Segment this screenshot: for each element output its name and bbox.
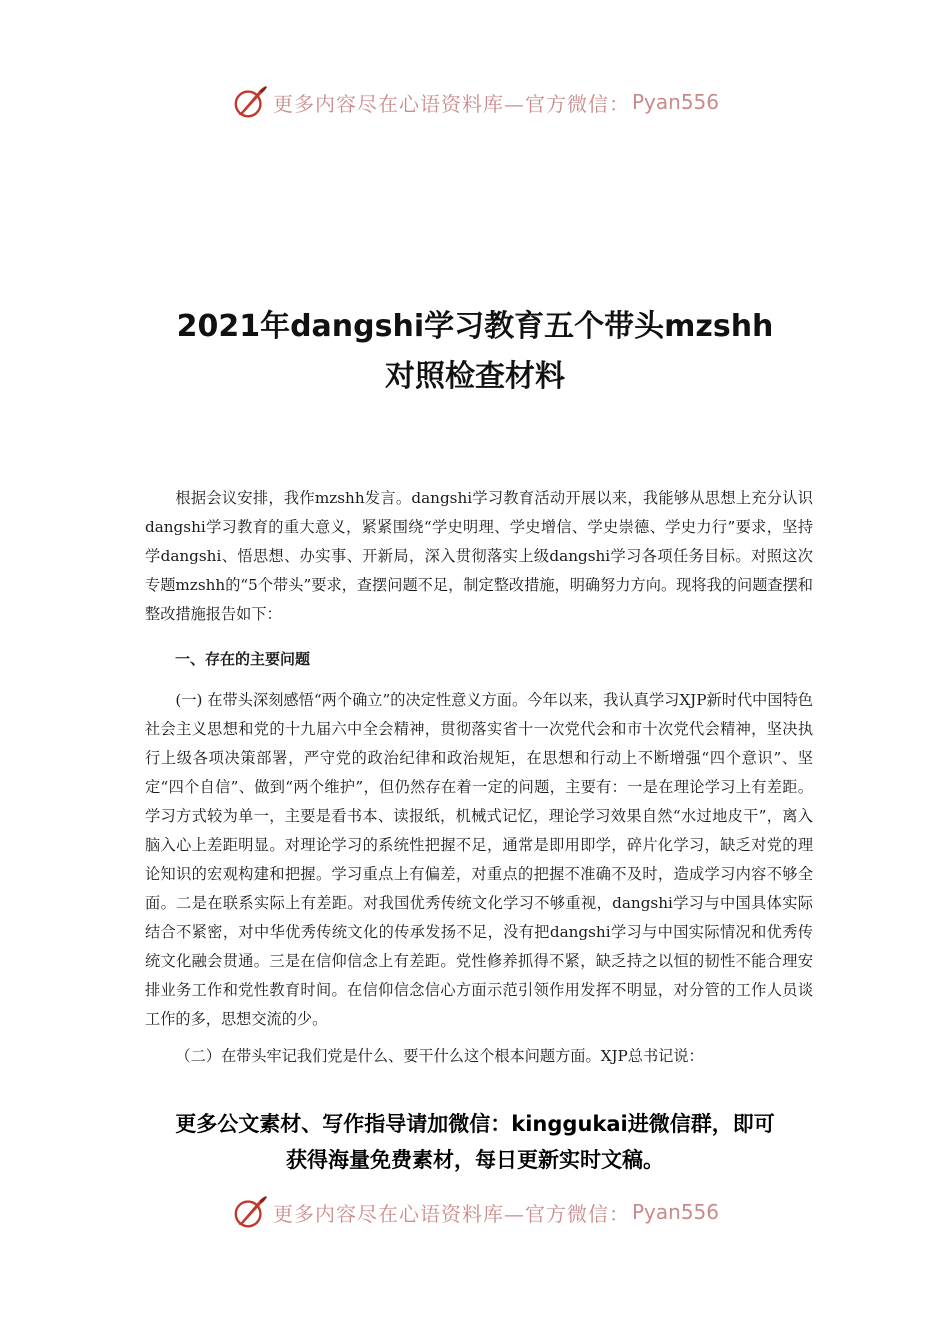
body-paragraph-2: （二）在带头牢记我们党是什么、要干什么这个根本问题方面。XJP总书记说：	[175, 1047, 704, 1065]
title-line-1: 2021年dangshi学习教育五个带头mzshh	[176, 309, 774, 344]
quill-logo-icon	[231, 1193, 269, 1231]
document-title	[100, 302, 850, 402]
title-line-2: 对照检查材料	[385, 359, 565, 394]
watermark-inner-footer	[231, 1193, 719, 1231]
promo-banner	[100, 1106, 850, 1178]
watermark-header	[0, 80, 950, 124]
watermark-inner	[231, 83, 719, 121]
intro-paragraph: 根据会议安排，我作mzshh发言。dangshi学习教育活动开展以来，我能够从思想上充分认识dangshi学习教育的重大意义，紧紧围绕“学史明理、学史增信、学史崇德、学史力行”要求，坚持学dangshi、悟思想、办实事、开新局，深入贯彻落实上级dangshi学习各项任务目标。对照这次专题mzshh的“5个带头”要求，查摆问题不足，制定整改措施，明确努力方向。现将我的问题查摆和整改措施报告如下：	[145, 489, 813, 623]
promo-line-1: 更多公文素材、写作指导请加微信：kinggukai进微信群，即可	[175, 1112, 775, 1136]
body-paragraph-1: (一) 在带头深刻感悟“两个确立”的决定性意义方面。今年以来，我认真学习XJP新时代中国特色社会主义思想和党的十九届六中全会精神，贯彻落实省十一次党代会和市十次党代会精神，坚决执行上级各项决策部署，严守党的政治纪律和政治规矩，在思想和行动上不断增强“四个意识”、坚定“四个自信”、做到“两个维护”，但仍然存在着一定的问题，主要有：一是在理论学习上有差距。学习方式较为单一，主要是看书本、读报纸，机械式记忆，理论学习效果自然“水过地皮干”，离入脑入心上差距明显。对理论学习的系统性把握不足，通常是即用即学，碎片化学习，缺乏对党的理论知识的宏观构建和把握。学习重点上有偏差，对重点的把握不准确不及时，造成学习内容不够全面。二是在联系实际上有差距。对我国优秀传统文化学习不够重视，dangshi学习与中国具体实际结合不紧密，对中华优秀传统文化的传承发扬不足，没有把dangshi学习与中国实际情况和优秀传统文化融会贯通。三是在信仰信念上有差距。党性修养抓得不紧，缺乏持之以恒的韧性不能合理安排业务工作和党性教育时间。在信仰信念信心方面示范引领作用发挥不明显，对分管的工作人员谈工作的多，思想交流的少。	[145, 691, 813, 1028]
section-heading: 一、存在的主要问题	[175, 650, 311, 668]
watermark-text: 更多内容尽在心语资料库—官方微信：	[272, 91, 630, 116]
watermark-handle: Pyan556	[631, 1200, 719, 1224]
watermark-footer	[0, 1190, 950, 1234]
watermark-text: 更多内容尽在心语资料库—官方微信：	[272, 1201, 630, 1226]
watermark-handle: Pyan556	[631, 90, 719, 114]
promo-line-2: 获得海量免费素材，每日更新实时文稿。	[286, 1148, 664, 1172]
document-body	[145, 484, 813, 1071]
quill-logo-icon	[231, 83, 269, 121]
